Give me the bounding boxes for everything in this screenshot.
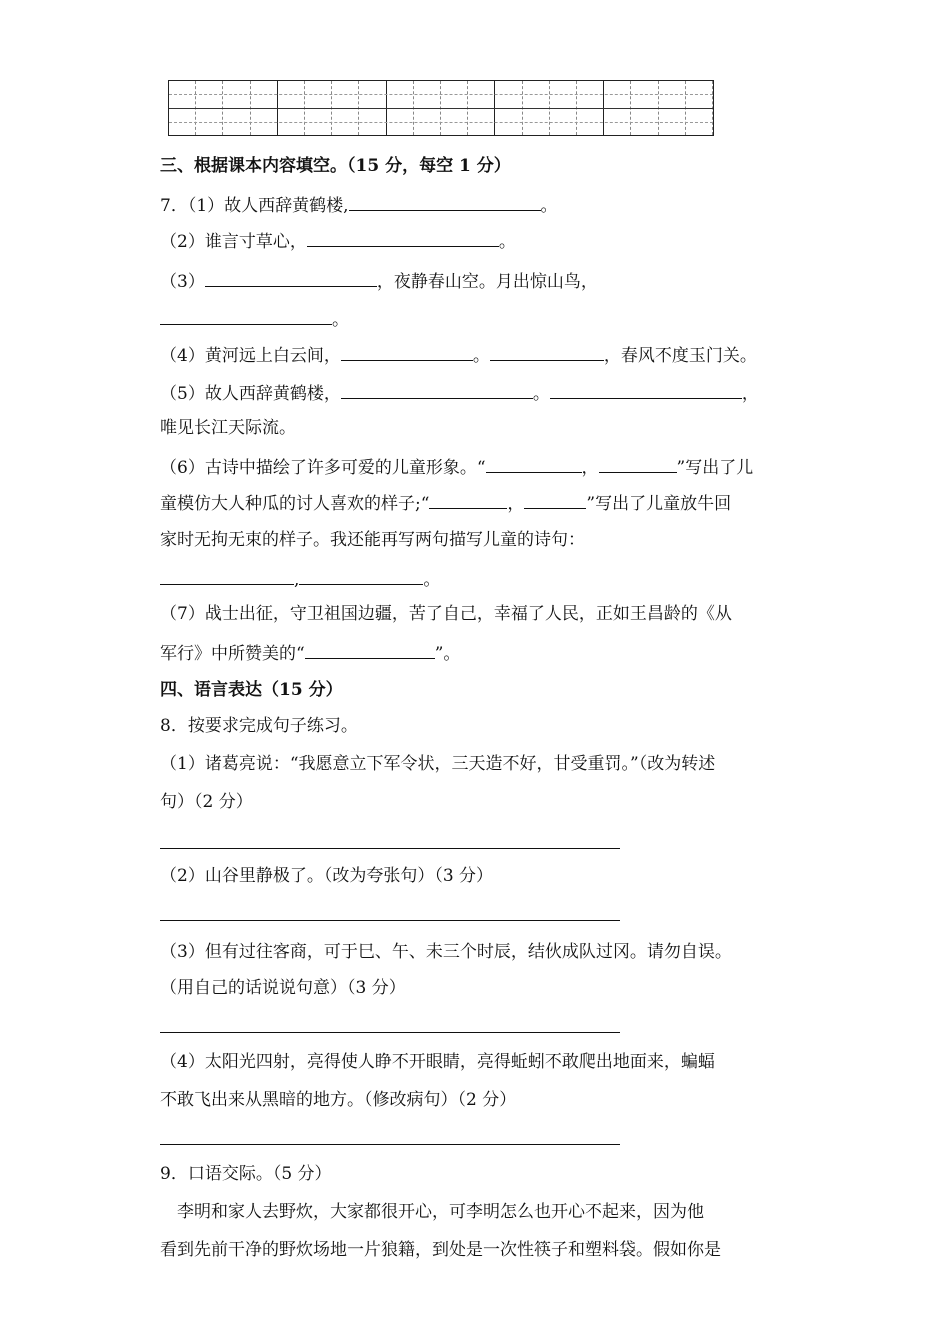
answer-blank[interactable] xyxy=(160,308,332,325)
q7-6: （6）古诗中描绘了许多可爱的儿童形象。“ ， ”写出了儿 xyxy=(160,458,754,478)
q7-6-line3: 家时无拘无束的样子。我还能再写两句描写儿童的诗句： xyxy=(160,530,585,550)
q7-5-cont: 唯见长江天际流。 xyxy=(160,418,296,438)
answer-line[interactable] xyxy=(160,848,620,849)
q7-5: （5）故人西辞黄鹤楼， 。 ， xyxy=(160,384,759,404)
answer-blank[interactable] xyxy=(524,492,586,509)
q8-4-line2: 不敢飞出来从黑暗的地方。（修改病句）（2 分） xyxy=(160,1090,517,1110)
q8: 8．按要求完成句子练习。 xyxy=(160,716,358,736)
section3-heading: 三、根据课本内容填空。（15 分，每空 1 分） xyxy=(160,156,511,176)
q9-paragraph-2: 看到先前干净的野炊场地一片狼籍，到处是一次性筷子和塑料袋。假如你是 xyxy=(160,1240,721,1260)
q7-1: 7．（1）故人西辞黄鹤楼, 。 xyxy=(160,196,558,216)
q7-3-cont: 。 xyxy=(160,308,349,330)
q8-3: （3）但有过往客商，可于巳、午、未三个时辰，结伙成队过冈。请勿自误。 xyxy=(160,942,732,962)
q7-4: （4）黄河远上白云间， 。 ，春风不度玉门关。 xyxy=(160,346,757,366)
grid-guide xyxy=(169,122,713,123)
q7-6-line4: , 。 xyxy=(160,568,440,590)
answer-line[interactable] xyxy=(160,1032,620,1033)
q7-7: （7）战士出征，守卫祖国边疆，苦了自己，幸福了人民，正如王昌龄的《从 xyxy=(160,604,732,624)
answer-blank[interactable] xyxy=(341,382,533,399)
q7-6-line2: 童模仿大人种瓜的讨人喜欢的样子;“ ， ”写出了儿童放牛回 xyxy=(160,494,732,514)
answer-blank[interactable] xyxy=(550,382,742,399)
grid-guide xyxy=(169,94,713,95)
q8-4: （4）太阳光四射，亮得使人睁不开眼睛，亮得蚯蚓不敢爬出地面来，蝙蝠 xyxy=(160,1052,715,1072)
answer-blank[interactable] xyxy=(599,456,677,473)
q9: 9．口语交际。（5 分） xyxy=(160,1164,332,1184)
q8-3-line2: （用自己的话说说句意）（3 分） xyxy=(160,978,406,998)
answer-blank[interactable] xyxy=(341,344,473,361)
q8-1-line2: 句）（2 分） xyxy=(160,792,253,812)
q7-3: （3） ，夜静春山空。月出惊山鸟， xyxy=(160,272,598,292)
q8-1: （1）诸葛亮说：“我愿意立下军令状，三天造不好，甘受重罚。”（改为转述 xyxy=(160,754,716,774)
q7-7-line2: 军行》中所赞美的“ ”。 xyxy=(160,644,461,664)
answer-blank[interactable] xyxy=(160,568,294,585)
answer-blank[interactable] xyxy=(205,270,377,287)
q7-2: （2）谁言寸草心， 。 xyxy=(160,232,516,252)
q8-2: （2）山谷里静极了。（改为夸张句）（3 分） xyxy=(160,866,494,886)
answer-blank[interactable] xyxy=(349,194,541,211)
answer-blank[interactable] xyxy=(307,230,499,247)
section4-heading: 四、语言表达（15 分） xyxy=(160,680,343,700)
answer-blank[interactable] xyxy=(486,456,582,473)
answer-line[interactable] xyxy=(160,1144,620,1145)
answer-blank[interactable] xyxy=(490,344,604,361)
writing-grid xyxy=(168,80,714,136)
grid-midline xyxy=(169,108,713,109)
answer-blank[interactable] xyxy=(429,492,507,509)
answer-blank[interactable] xyxy=(305,642,435,659)
answer-line[interactable] xyxy=(160,920,620,921)
q9-paragraph-1: 李明和家人去野炊，大家都很开心，可李明怎么也开心不起来，因为他 xyxy=(160,1202,704,1222)
answer-blank[interactable] xyxy=(299,568,423,585)
